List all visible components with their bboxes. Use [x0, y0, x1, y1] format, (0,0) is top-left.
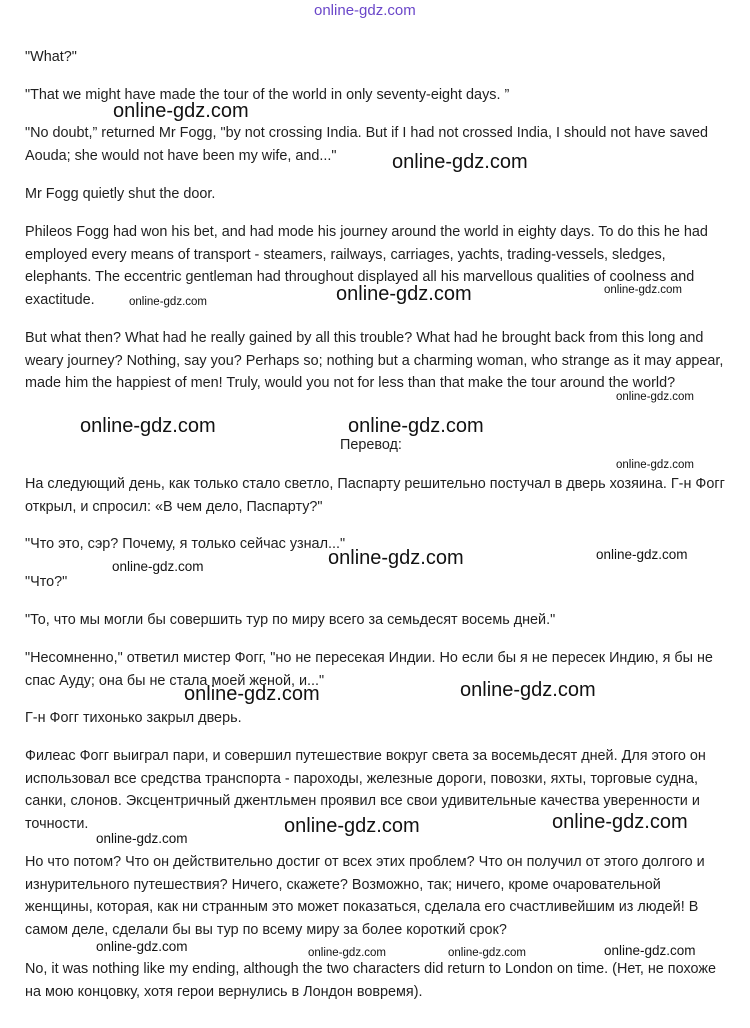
paragraph-ru-won-bet: Филеас Фогг выиграл пари, и совершил путешествие вокруг света за восемьдесят дней. Для этого он использовал все средства транспорта - пароходы, железные дороги, повозки, яхты, торговые судна, санки, слонов. Эксцентричный джентльмен проявил все свои удивительные качества уверенности и точности.: [25, 748, 706, 832]
paragraph-ru-seventy-eight: "То, что мы могли бы совершить тур по миру всего за семьдесят восемь дней.": [25, 612, 556, 628]
watermark-top: online-gdz.com: [314, 2, 416, 19]
paragraph-ending-comment: No, it was nothing like my ending, although the two characters did return to London on time. (Нет, не похоже на мою концовку, хотя герои вернулись в Лондон вовремя).: [25, 961, 716, 1000]
watermark: online-gdz.com: [460, 679, 596, 701]
watermark: online-gdz.com: [616, 391, 694, 403]
paragraph-seventy-eight: "That we might have made the tour of the world in only seventy-eight days. ”: [25, 87, 510, 103]
watermark: online-gdz.com: [308, 947, 386, 959]
paragraph-ru-what: "Что?": [25, 574, 68, 590]
watermark: online-gdz.com: [596, 547, 688, 562]
watermark: online-gdz.com: [129, 296, 207, 308]
paragraph-ru-next-day: На следующий день, как только стало светло, Паспарту решительно постучал в дверь хозяина. Г-н Фогг открыл, и спросил: «В чем дело, Паспарту?": [25, 476, 725, 515]
watermark: online-gdz.com: [604, 943, 696, 958]
watermark: online-gdz.com: [336, 283, 472, 305]
watermark: online-gdz.com: [616, 459, 694, 471]
paragraph-ru-shut-door: Г-н Фогг тихонько закрыл дверь.: [25, 710, 242, 726]
paragraph-ru-no-doubt: "Несомненно," ответил мистер Фогг, "но не пересекая Индии. Но если бы я не пересек Индию, я бы не спас Ауду; она бы не стала моей женой, и...": [25, 650, 713, 689]
watermark: online-gdz.com: [96, 939, 188, 954]
paragraph-won-bet: Phileos Fogg had won his bet, and had mode his journey around the world in eighty days. To do this he had employed every means of transport - steamers, railways, carriages, yachts, trading-vessels, sledges, elephants. The eccentric gentleman had throughout displayed all his marvellous qualities of coolness and exactitude.: [25, 224, 708, 308]
watermark: online-gdz.com: [184, 683, 320, 705]
paragraph-ru-what-sir: "Что это, сэр? Почему, я только сейчас узнал...": [25, 536, 346, 552]
watermark: online-gdz.com: [80, 415, 216, 437]
paragraph-what-then: But what then? What had he really gained by all this trouble? What had he brought back from this long and weary journey? Nothing, say you? Perhaps so; nothing but a charming woman, who strange as it may appear, made him the happiest of men! Truly, would you not for less than that make the tour around the world?: [25, 330, 724, 392]
watermark: online-gdz.com: [448, 947, 526, 959]
watermark: online-gdz.com: [284, 815, 420, 837]
watermark: online-gdz.com: [392, 151, 528, 173]
watermark: online-gdz.com: [112, 559, 204, 574]
watermark: online-gdz.com: [113, 100, 249, 122]
paragraph-what: "What?": [25, 49, 77, 65]
paragraph-no-doubt: "No doubt,” returned Mr Fogg, "by not crossing India. But if I had not crossed India, I should not have saved Aouda; she would not have been my wife, and...": [25, 125, 708, 164]
paragraph-shut-door: Mr Fogg quietly shut the door.: [25, 186, 216, 202]
watermark: online-gdz.com: [348, 415, 484, 437]
watermark: online-gdz.com: [96, 831, 188, 846]
watermark: online-gdz.com: [328, 547, 464, 569]
watermark: online-gdz.com: [552, 811, 688, 833]
paragraph-ru-what-then: Но что потом? Что он действительно достиг от всех этих проблем? Что он получил от этого долгого и изнурительного путешествия? Ничего, скажете? Возможно, так; ничего, кроме очаровательной женщины, которая, как ни странным это может показаться, сделала его счастливейшим из людей! В самом деле, сделали бы вы тур по всему миру за более короткий срок?: [25, 854, 705, 938]
translation-heading: Перевод:: [340, 437, 402, 453]
watermark: online-gdz.com: [604, 284, 682, 296]
